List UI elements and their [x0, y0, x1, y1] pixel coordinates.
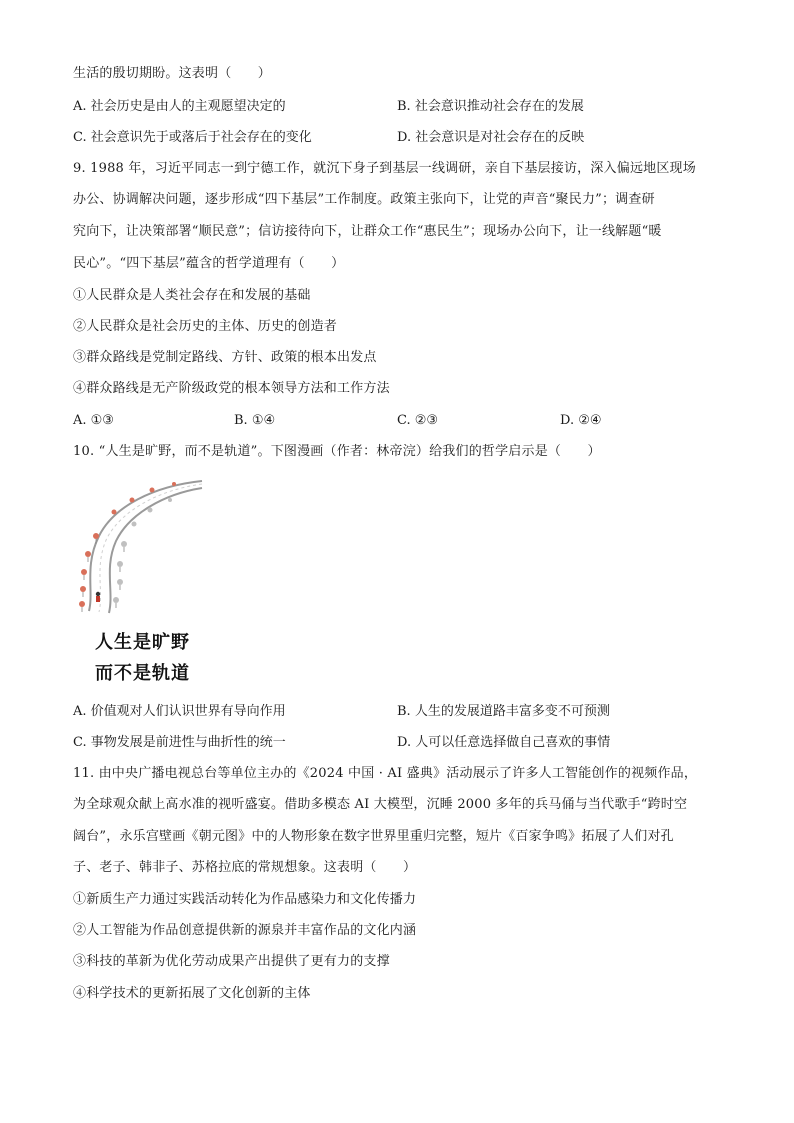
- q10-option-b: B. 人生的发展道路丰富多变不可预测: [397, 704, 610, 719]
- q10-option-c: C. 事物发展是前进性与曲折性的统一: [73, 735, 286, 750]
- q8-stem-tail: 生活的殷切期盼。这表明（ ）: [73, 66, 272, 81]
- q8-option-a: A. 社会历史是由人的主观愿望决定的: [73, 99, 286, 114]
- q9-stem-line: 9. 1988 年，习近平同志一到宁德工作，就沉下身子到基层一线调研，亲自下基层接访，深入偏远地区现场: [73, 161, 696, 176]
- q11-statement-3: ③科技的革新为优化劳动成果产出提供了更有力的支撑: [73, 954, 390, 969]
- q9-stem-line: 办公、协调解决问题，逐步形成“四下基层”工作制度。政策主张向下，让党的声音“聚民力”；调查研: [73, 192, 655, 207]
- q9-statement-4: ④群众路线是无产阶级政党的根本领导方法和工作方法: [73, 381, 390, 396]
- q8-option-d: D. 社会意识是对社会存在的反映: [397, 130, 585, 145]
- q9-stem-line: 民心”。“四下基层”蕴含的哲学道理有（ ）: [73, 256, 345, 271]
- q11-statement-2: ②人工智能为作品创意提供新的源泉并丰富作品的文化内涵: [73, 923, 417, 938]
- q9-statement-2: ②人民群众是社会历史的主体、历史的创造者: [73, 319, 338, 334]
- q11-statement-4: ④科学技术的更新拓展了文化创新的主体: [73, 986, 311, 1001]
- q11-statement-1: ①新质生产力通过实践活动转化为作品感染力和文化传播力: [73, 892, 417, 907]
- q11-stem-line: 子、老子、韩非子、苏格拉底的常规想象。这表明（ ）: [73, 860, 417, 875]
- q9-option-b: B. ①④: [234, 413, 276, 428]
- q8-option-b: B. 社会意识推动社会存在的发展: [397, 99, 584, 114]
- cartoon-caption-line-1: 人生是旷野: [95, 632, 190, 653]
- q10-option-a: A. 价值观对人们认识世界有导向作用: [73, 704, 286, 719]
- q9-statement-3: ③群众路线是党制定路线、方针、政策的根本出发点: [73, 350, 377, 365]
- q11-stem-line: 阔台”，永乐宫壁画《朝元图》中的人物形象在数字世界里重归完整，短片《百家争鸣》拓展了人们对孔: [73, 829, 674, 844]
- q8-option-c: C. 社会意识先于或落后于社会存在的变化: [73, 130, 312, 145]
- q11-stem-line: 11. 由中央广播电视总台等单位主办的《2024 中国 · AI 盛典》活动展示了许多人工智能创作的视频作品，: [73, 766, 698, 781]
- q9-option-d: D. ②④: [560, 413, 602, 428]
- q9-statement-1: ①人民群众是人类社会存在和发展的基础: [73, 288, 311, 303]
- q9-stem-line: 究向下，让决策部署“顺民意”；信访接待向下，让群众工作“惠民生”；现场办公向下，让一线解题“暖: [73, 224, 662, 239]
- q10-stem: 10. “人生是旷野，而不是轨道”。下图漫画（作者：林帝浣）给我们的哲学启示是（ ）: [73, 444, 601, 459]
- q10-option-d: D. 人可以任意选择做自己喜欢的事情: [397, 735, 611, 750]
- q9-option-c: C. ②③: [397, 413, 439, 428]
- cartoon-caption-line-2: 而不是轨道: [95, 663, 190, 684]
- q9-option-a: A. ①③: [73, 413, 114, 428]
- q11-stem-line: 为全球观众献上高水准的视听盛宴。借助多模态 AI 大模型，沉睡 2000 多年的兵马俑与当代歌手“跨时空: [73, 797, 688, 812]
- cartoon-illustration: [74, 476, 204, 688]
